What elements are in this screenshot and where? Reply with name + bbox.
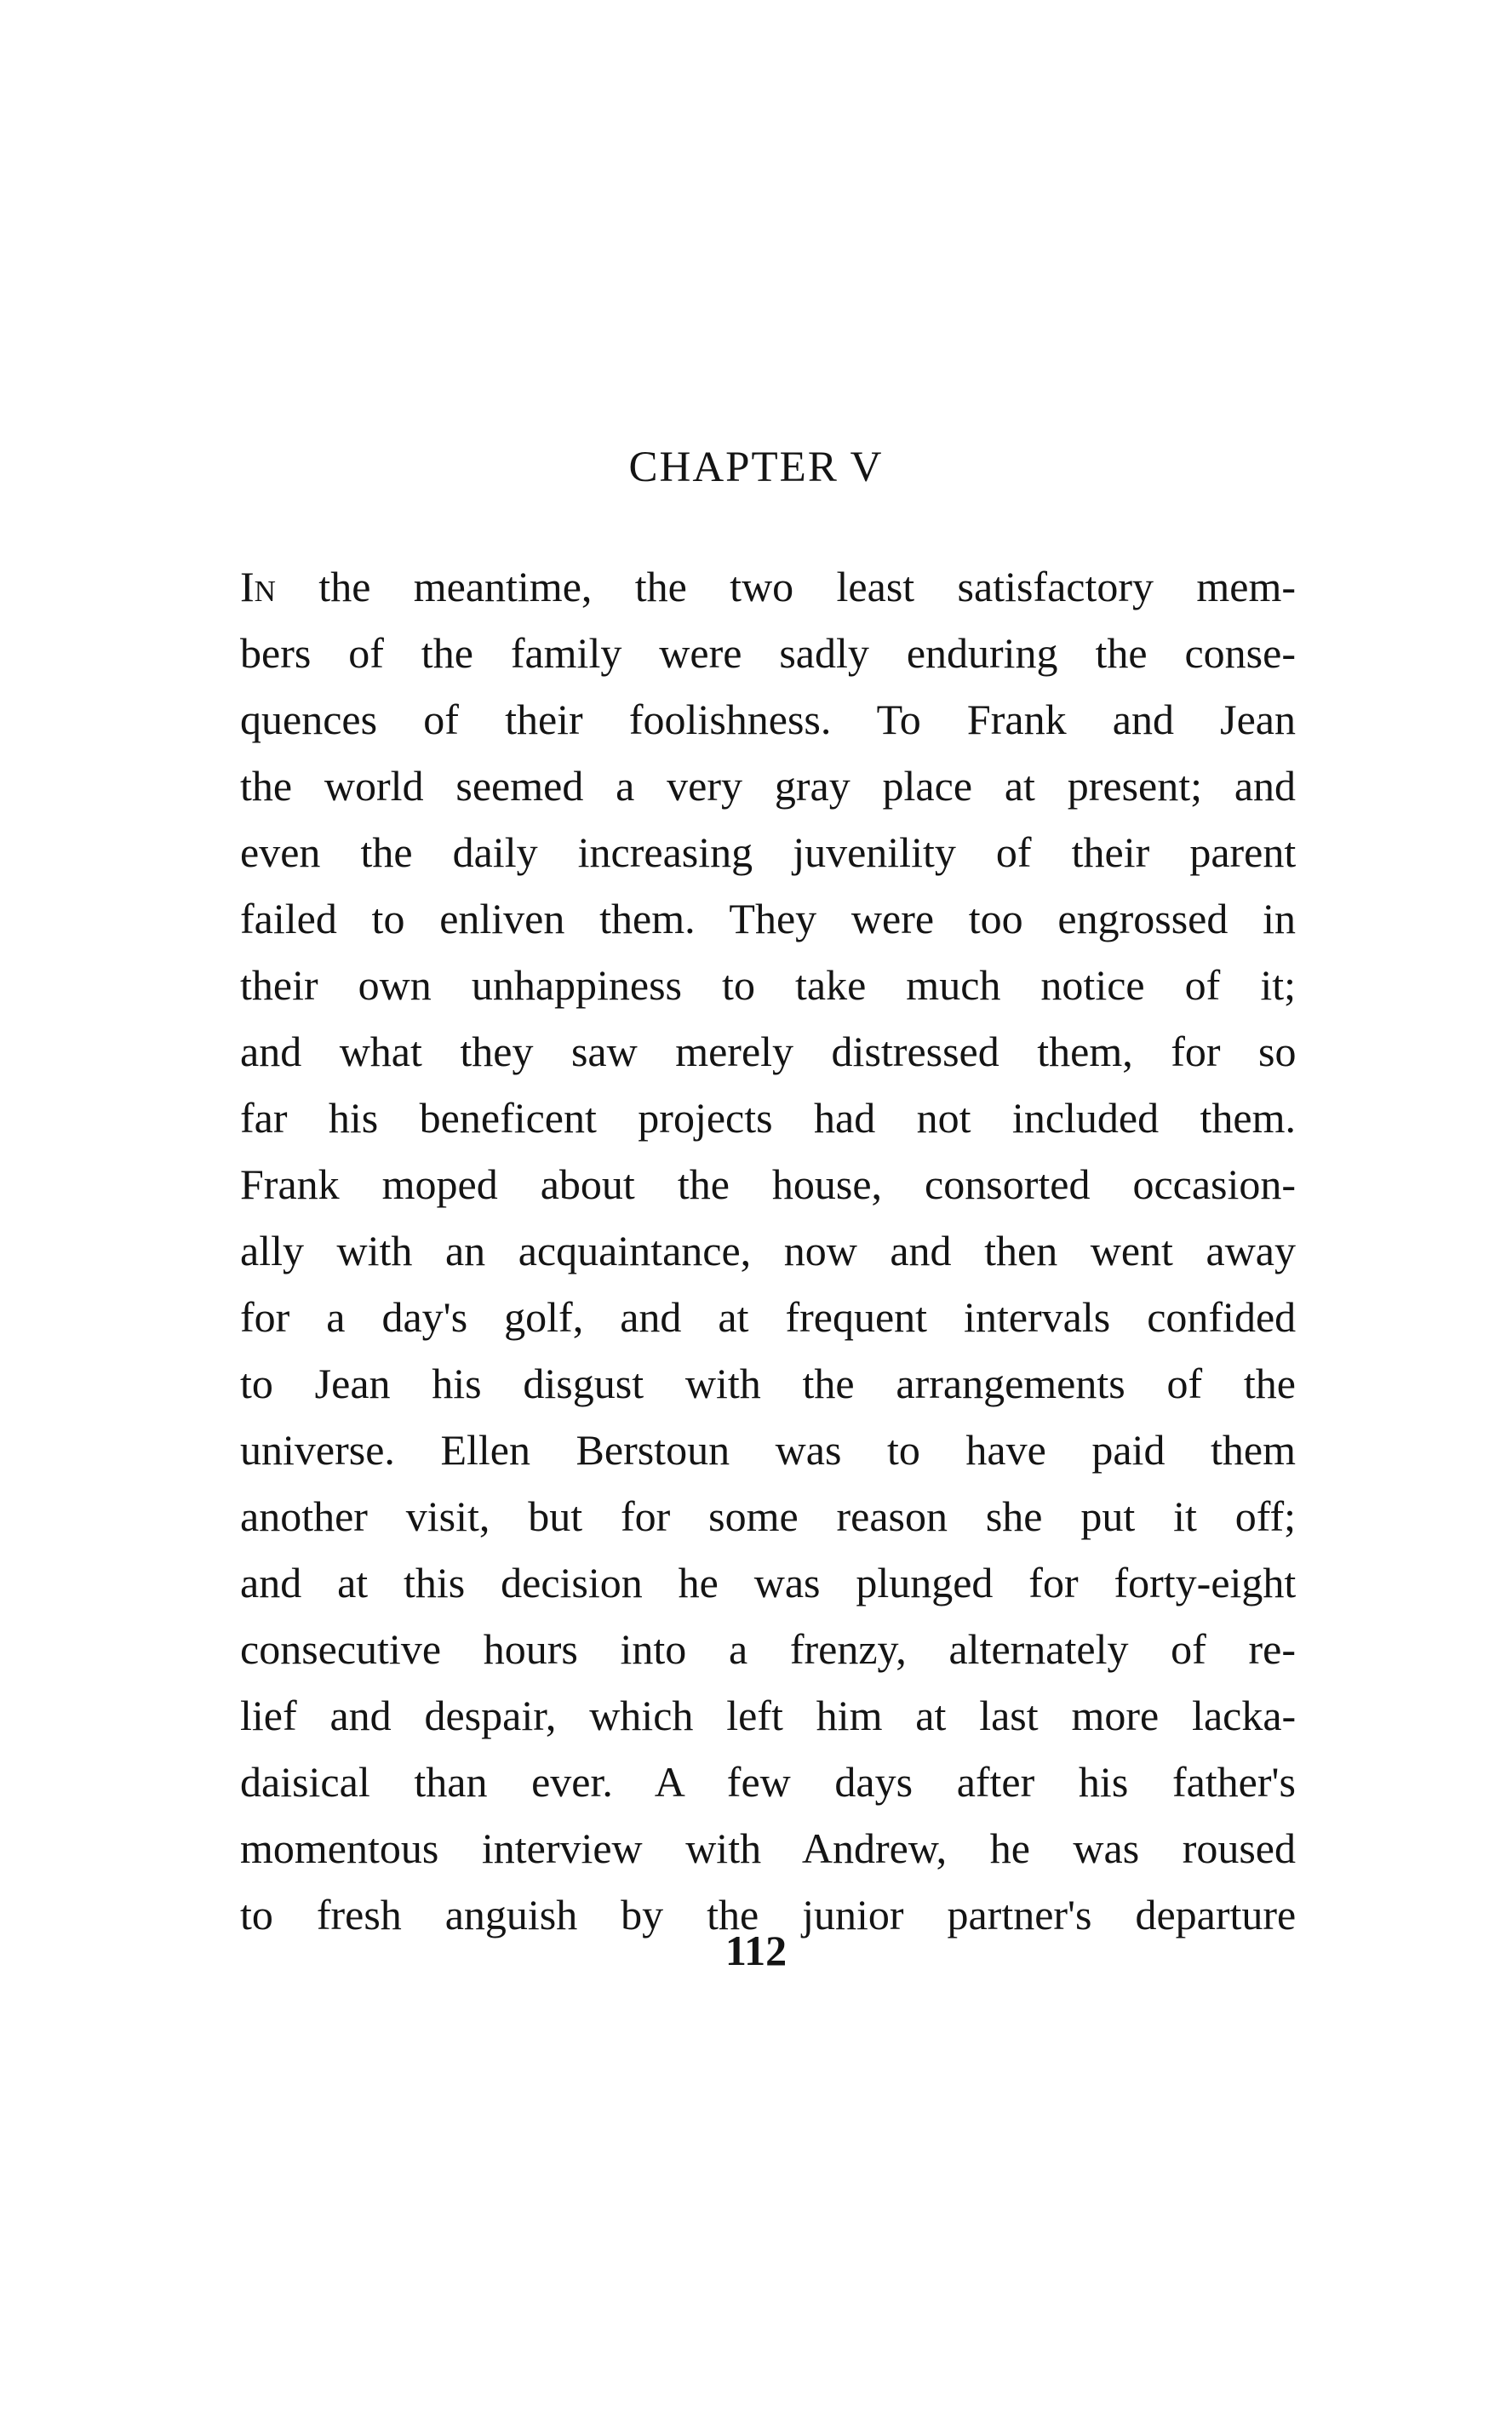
text-line: and at this decision he was plunged for forty-eight <box>240 1559 1297 1606</box>
text-line: another visit, but for some reason she put it off; <box>240 1492 1296 1540</box>
text-line: even the daily increasing juvenility of their parent <box>240 828 1297 876</box>
text-line <box>240 553 1296 620</box>
text-line: quences of their foolishness. To Frank and Jean <box>240 696 1296 743</box>
text-line: ally with an acquaintance, now and then went away <box>240 1227 1296 1274</box>
text-line: far his beneficent projects had not included them. <box>240 1094 1296 1142</box>
text-line: to fresh anguish by the junior partner's departure <box>240 1891 1297 1939</box>
text-line: momentous interview with Andrew, he was roused <box>240 1824 1296 1872</box>
text-line: failed to enliven them. They were too engrossed in <box>240 895 1296 942</box>
first-line-text: the meantime, the two least satisfactory mem- <box>275 563 1296 610</box>
chapter-heading: CHAPTER V <box>628 444 884 491</box>
lead-word: In <box>240 563 276 610</box>
text-line: daisical than ever. A few days after his father's <box>240 1758 1296 1806</box>
text-line: the world seemed a very gray place at present; and <box>240 762 1297 810</box>
text-line: to Jean his disgust with the arrangements of the <box>240 1360 1296 1407</box>
text-line: consecutive hours into a frenzy, alternately of re- <box>240 1625 1296 1673</box>
body-text <box>240 553 1296 1948</box>
text-line: and what they saw merely distressed them, for so <box>240 1028 1297 1075</box>
text-line: bers of the family were sadly enduring the conse- <box>240 629 1296 677</box>
text-line: universe. Ellen Berstoun was to have paid them <box>240 1426 1296 1474</box>
text-line: for a day's golf, and at frequent intervals confided <box>240 1293 1297 1341</box>
text-line: Frank moped about the house, consorted occasion- <box>240 1160 1297 1208</box>
page-number: 112 <box>724 1927 788 1974</box>
text-line: their own unhappiness to take much notice of it; <box>240 961 1296 1009</box>
text-line: lief and despair, which left him at last more lacka- <box>240 1692 1297 1739</box>
